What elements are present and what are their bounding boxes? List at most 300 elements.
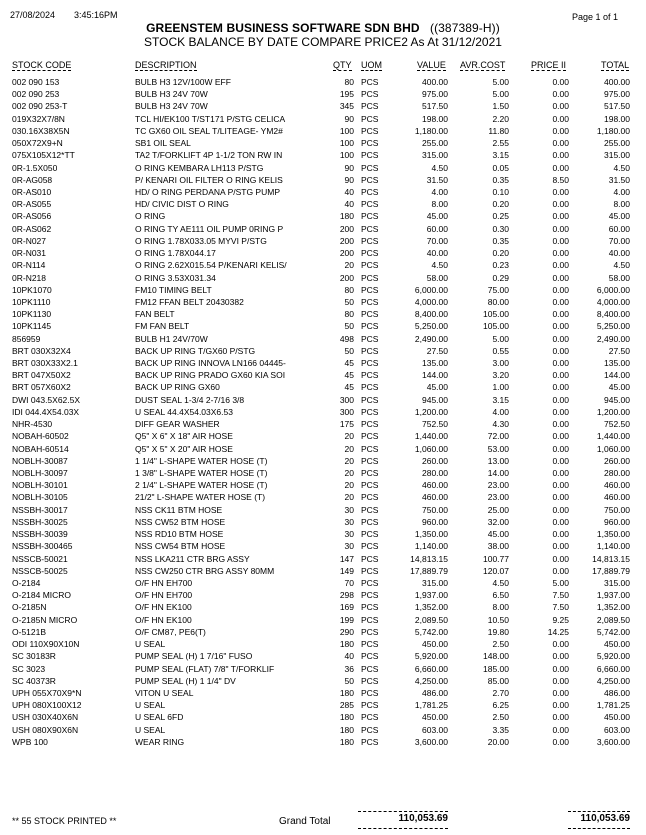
row-price-ii: 14.25 [547, 626, 569, 637]
row-qty: 20 [344, 431, 354, 442]
row-uom: PCS [361, 455, 379, 466]
row-qty: 300 [339, 394, 354, 405]
col-description: DESCRIPTION [135, 60, 197, 70]
row-price-ii: 0.00 [552, 406, 569, 417]
table-row [0, 308, 646, 320]
row-uom: PCS [361, 235, 379, 246]
row-description: NSS CW52 BTM HOSE [135, 516, 226, 527]
row-stock-code: NOBAH-60514 [12, 443, 69, 454]
row-uom: PCS [361, 553, 379, 564]
row-uom: PCS [361, 296, 379, 307]
row-avg-cost: 0.20 [492, 199, 509, 210]
row-price-ii: 0.00 [552, 345, 569, 356]
row-total: 8.00 [613, 199, 630, 210]
row-uom: PCS [361, 89, 379, 100]
row-stock-code: 075X105X12*TT [12, 150, 75, 161]
row-price-ii: 9.25 [552, 614, 569, 625]
row-value: 750.00 [422, 504, 448, 515]
row-total: 198.00 [604, 113, 630, 124]
row-description: NSS CW54 BTM HOSE [135, 541, 226, 552]
row-value: 315.00 [422, 577, 448, 588]
row-qty: 20 [344, 480, 354, 491]
row-description: TC GX60 OIL SEAL T/LITEAGE- YM2# [135, 125, 283, 136]
row-value: 255.00 [422, 138, 448, 149]
row-description: O/F CM87, PE6(T) [135, 626, 206, 637]
row-value: 315.00 [422, 150, 448, 161]
row-qty: 45 [344, 358, 354, 369]
row-price-ii: 0.00 [552, 675, 569, 686]
row-avg-cost: 0.55 [492, 345, 509, 356]
row-description: O RING 2.62X015.54 P/KENARI KELIS/ [135, 260, 287, 271]
row-description: O RING 1.78X033.05 MYVI P/STG [135, 235, 267, 246]
row-avg-cost: 32.00 [487, 516, 509, 527]
row-uom: PCS [361, 700, 379, 711]
row-stock-code: 030.16X38X5N [12, 125, 70, 136]
row-qty: 40 [344, 651, 354, 662]
row-price-ii: 0.00 [552, 431, 569, 442]
row-avg-cost: 0.29 [492, 272, 509, 283]
row-qty: 30 [344, 516, 354, 527]
table-row [0, 333, 646, 345]
row-qty: 45 [344, 382, 354, 393]
row-stock-code: 0R-N027 [12, 235, 47, 246]
row-total: 8,400.00 [596, 309, 630, 320]
row-uom: PCS [361, 284, 379, 295]
row-qty: 180 [339, 211, 354, 222]
row-total: 58.00 [608, 272, 630, 283]
table-row [0, 272, 646, 284]
row-price-ii: 0.00 [552, 370, 569, 381]
row-qty: 175 [339, 419, 354, 430]
row-total: 280.00 [604, 468, 630, 478]
page-indicator: Page 1 of 1 [571, 12, 618, 22]
row-qty: 30 [344, 541, 354, 552]
row-uom: PCS [361, 333, 379, 344]
row-qty: 50 [344, 345, 354, 356]
table-row [0, 528, 646, 540]
table-row [0, 553, 646, 565]
row-stock-code: UPH 080X100X12 [12, 700, 82, 711]
row-stock-code: NOBLH-30101 [12, 480, 68, 491]
row-qty: 180 [339, 724, 354, 735]
table-row [0, 345, 646, 357]
table-row [0, 406, 646, 418]
col-total: TOTAL [601, 60, 630, 70]
row-stock-code: 002 090 253-T [12, 101, 68, 112]
row-description: 2 1/4" L-SHAPE WATER HOSE (T) [135, 480, 268, 491]
row-description: BACK UP RING INNOVA LN166 04445- [135, 358, 286, 369]
row-value: 1,781.25 [414, 700, 448, 711]
row-qty: 30 [344, 529, 354, 540]
row-uom: PCS [361, 480, 379, 491]
row-description: U SEAL [135, 639, 166, 650]
row-qty: 90 [344, 162, 354, 173]
row-total: 45.00 [608, 211, 630, 222]
row-avg-cost: 120.07 [483, 565, 509, 576]
row-description: NSS RD10 BTM HOSE [135, 529, 224, 540]
row-uom: PCS [361, 663, 379, 674]
row-stock-code: ODI 110X90X10N [12, 639, 80, 650]
table-row [0, 430, 646, 442]
row-price-ii: 0.00 [552, 309, 569, 320]
row-qty: 90 [344, 113, 354, 124]
row-price-ii: 0.00 [552, 186, 569, 197]
table-row [0, 455, 646, 467]
row-value: 4,000.00 [414, 296, 448, 307]
row-total: 3,600.00 [596, 736, 630, 747]
row-value: 603.00 [422, 724, 448, 735]
row-price-ii: 0.00 [552, 480, 569, 491]
row-qty: 20 [344, 260, 354, 271]
row-qty: 285 [339, 700, 354, 711]
table-row [0, 650, 646, 662]
row-price-ii: 0.00 [552, 700, 569, 711]
row-uom: PCS [361, 419, 379, 430]
row-stock-code: NHR-4530 [12, 419, 53, 430]
row-price-ii: 5.00 [552, 577, 569, 588]
row-uom: PCS [361, 541, 379, 552]
row-uom: PCS [361, 516, 379, 527]
table-row [0, 663, 646, 675]
row-qty: 200 [339, 248, 354, 259]
row-uom: PCS [361, 687, 379, 698]
row-stock-code: NOBAH-60502 [12, 431, 69, 442]
table-row [0, 125, 646, 137]
row-stock-code: 856959 [12, 333, 41, 344]
row-value: 1,937.00 [414, 590, 448, 601]
table-row [0, 565, 646, 577]
row-avg-cost: 4.50 [492, 577, 509, 588]
row-value: 4,250.00 [414, 675, 448, 686]
company-name [0, 21, 646, 35]
row-qty: 80 [344, 77, 354, 87]
row-price-ii: 0.00 [552, 284, 569, 295]
row-total: 945.00 [604, 394, 630, 405]
row-avg-cost: 0.35 [492, 235, 509, 246]
row-avg-cost: 3.35 [492, 724, 509, 735]
table-row [0, 247, 646, 259]
row-price-ii: 0.00 [552, 260, 569, 271]
row-avg-cost: 4.00 [492, 406, 509, 417]
row-total: 5,250.00 [596, 321, 630, 332]
row-qty: 45 [344, 370, 354, 381]
row-stock-code: SC 30183R [12, 651, 56, 662]
row-uom: PCS [361, 125, 379, 136]
row-qty: 195 [339, 89, 354, 100]
table-row [0, 443, 646, 455]
row-value: 460.00 [422, 480, 448, 491]
row-price-ii: 0.00 [552, 138, 569, 149]
row-value: 1,140.00 [414, 541, 448, 552]
row-uom: PCS [361, 150, 379, 161]
row-description: P/ KENARI OIL FILTER O RING KELIS [135, 174, 283, 185]
row-price-ii: 0.00 [552, 223, 569, 234]
row-price-ii: 0.00 [552, 565, 569, 576]
row-value: 517.50 [422, 101, 448, 112]
row-avg-cost: 3.00 [492, 358, 509, 369]
row-avg-cost: 13.00 [487, 455, 509, 466]
row-qty: 80 [344, 284, 354, 295]
row-qty: 36 [344, 663, 354, 674]
row-qty: 345 [339, 101, 354, 112]
row-price-ii: 0.00 [552, 125, 569, 136]
grand-total-total: 110,053.69 [580, 813, 630, 824]
row-price-ii: 0.00 [552, 235, 569, 246]
table-row [0, 601, 646, 613]
row-avg-cost: 53.00 [487, 443, 509, 454]
row-value: 1,060.00 [414, 443, 448, 454]
report-title: STOCK BALANCE BY DATE COMPARE PRICE2 As At 31/12/2021 [144, 35, 502, 49]
table-row [0, 491, 646, 503]
row-price-ii: 0.00 [552, 529, 569, 540]
row-price-ii: 0.00 [552, 687, 569, 698]
row-price-ii: 0.00 [552, 455, 569, 466]
table-row [0, 638, 646, 650]
row-total: 40.00 [608, 248, 630, 259]
row-total: 255.00 [604, 138, 630, 149]
table-row [0, 113, 646, 125]
row-uom: PCS [361, 101, 379, 112]
row-uom: PCS [361, 223, 379, 234]
row-avg-cost: 75.00 [487, 284, 509, 295]
table-row [0, 711, 646, 723]
row-avg-cost: 19.80 [487, 626, 509, 637]
row-uom: PCS [361, 651, 379, 662]
grand-total-total-rule-bottom [568, 828, 630, 829]
table-row [0, 76, 646, 88]
row-price-ii: 7.50 [552, 602, 569, 613]
row-price-ii: 0.00 [552, 443, 569, 454]
row-stock-code: 10PK1130 [12, 309, 52, 320]
row-qty: 40 [344, 199, 354, 210]
row-value: 450.00 [422, 639, 448, 650]
row-qty: 180 [339, 639, 354, 650]
row-value: 1,200.00 [414, 406, 448, 417]
row-uom: PCS [361, 186, 379, 197]
row-description: 1 1/4" L-SHAPE WATER HOSE (T) [135, 455, 268, 466]
row-qty: 180 [339, 712, 354, 723]
row-total: 17,889.79 [592, 565, 630, 576]
row-stock-code: 0R-AS062 [12, 223, 52, 234]
row-qty: 20 [344, 443, 354, 454]
company-reg-no: ((387389-H)) [429, 21, 500, 35]
row-stock-code: BRT 057X60X2 [12, 382, 71, 393]
row-description: FM FAN BELT [135, 321, 190, 332]
row-total: 4,250.00 [596, 675, 630, 686]
row-avg-cost: 38.00 [487, 541, 509, 552]
row-total: 460.00 [604, 492, 630, 503]
row-stock-code: 0R-AG058 [12, 174, 53, 185]
row-uom: PCS [361, 468, 379, 478]
row-qty: 180 [339, 736, 354, 747]
company-name-text: GREENSTEM BUSINESS SOFTWARE SDN BHD [146, 21, 420, 35]
row-total: 27.50 [608, 345, 630, 356]
row-price-ii: 0.00 [552, 89, 569, 100]
row-stock-code: 019X32X7/8N [12, 113, 65, 124]
row-price-ii: 0.00 [552, 113, 569, 124]
row-avg-cost: 2.55 [492, 138, 509, 149]
row-total: 975.00 [604, 89, 630, 100]
row-total: 4.50 [613, 162, 630, 173]
row-uom: PCS [361, 443, 379, 454]
row-description: Q5" X 6" X 18" AIR HOSE [135, 431, 233, 442]
row-description: TA2 T/FORKLIFT 4P 1-1/2 TON RW IN [135, 150, 283, 161]
row-price-ii: 0.00 [552, 394, 569, 405]
row-qty: 100 [339, 125, 354, 136]
row-price-ii: 0.00 [552, 199, 569, 210]
row-avg-cost: 0.35 [492, 174, 509, 185]
row-stock-code: 002 090 253 [12, 89, 60, 100]
row-description: HD/ CIVIC DIST O RING [135, 199, 229, 210]
row-description: O RING 3.53X031.34 [135, 272, 216, 283]
row-avg-cost: 0.30 [492, 223, 509, 234]
row-avg-cost: 85.00 [487, 675, 509, 686]
row-qty: 30 [344, 504, 354, 515]
row-avg-cost: 0.25 [492, 211, 509, 222]
row-price-ii: 0.00 [552, 358, 569, 369]
row-total: 2,490.00 [596, 333, 630, 344]
row-total: 960.00 [604, 516, 630, 527]
row-uom: PCS [361, 309, 379, 320]
row-avg-cost: 3.20 [492, 370, 509, 381]
row-avg-cost: 0.20 [492, 248, 509, 259]
table-row [0, 467, 646, 479]
row-value: 5,920.00 [414, 651, 448, 662]
row-avg-cost: 5.00 [492, 333, 509, 344]
row-total: 135.00 [604, 358, 630, 369]
row-qty: 20 [344, 468, 354, 478]
row-value: 450.00 [422, 712, 448, 723]
row-price-ii: 8.50 [552, 174, 569, 185]
row-total: 5,920.00 [596, 651, 630, 662]
row-qty: 300 [339, 406, 354, 417]
row-avg-cost: 148.00 [483, 651, 509, 662]
row-qty: 50 [344, 675, 354, 686]
row-value: 17,889.79 [410, 565, 448, 576]
row-total: 752.50 [604, 419, 630, 430]
row-stock-code: SC 40373R [12, 675, 56, 686]
row-price-ii: 0.00 [552, 248, 569, 259]
grand-total-rule-bottom [358, 828, 448, 829]
row-price-ii: 0.00 [552, 468, 569, 478]
row-value: 486.00 [422, 687, 448, 698]
table-row [0, 223, 646, 235]
table-row [0, 504, 646, 516]
row-avg-cost: 25.00 [487, 504, 509, 515]
row-value: 975.00 [422, 89, 448, 100]
row-qty: 50 [344, 296, 354, 307]
row-stock-code: 10PK1145 [12, 321, 52, 332]
row-description: TCL HI/EK100 T/ST171 P/STG CELICA [135, 113, 286, 124]
row-price-ii: 0.00 [552, 663, 569, 674]
row-description: O RING TY AE111 OIL PUMP 0RING P [135, 223, 284, 234]
row-stock-code: 0R-N218 [12, 272, 47, 283]
row-total: 603.00 [604, 724, 630, 735]
row-description: Q5" X 5" X 20" AIR HOSE [135, 443, 233, 454]
column-header-row [0, 60, 646, 72]
row-total: 4.50 [613, 260, 630, 271]
row-stock-code: NSSBH-300465 [12, 541, 73, 552]
row-value: 40.00 [426, 248, 448, 259]
row-value: 198.00 [422, 113, 448, 124]
row-value: 45.00 [426, 211, 448, 222]
row-description: PUMP SEAL (FLAT) 7/8" T/FORKLIF [135, 663, 275, 674]
row-price-ii: 7.50 [552, 590, 569, 601]
row-avg-cost: 5.00 [492, 77, 509, 87]
row-value: 8,400.00 [414, 309, 448, 320]
col-qty: QTY [333, 60, 352, 70]
row-price-ii: 0.00 [552, 639, 569, 650]
table-row [0, 259, 646, 271]
row-value: 400.00 [422, 77, 448, 87]
row-stock-code: NOBLH-30087 [12, 455, 68, 466]
row-description: U SEAL [135, 700, 166, 711]
row-description: VITON U SEAL [135, 687, 194, 698]
row-description: BULB H3 24V 70W [135, 89, 208, 100]
print-time: 3:45:16PM [74, 10, 118, 20]
row-avg-cost: 45.00 [487, 529, 509, 540]
row-qty: 147 [339, 553, 354, 564]
row-stock-code: BRT 030X32X4 [12, 345, 71, 356]
row-total: 486.00 [604, 687, 630, 698]
row-qty: 200 [339, 235, 354, 246]
row-price-ii: 0.00 [552, 162, 569, 173]
row-stock-code: SC 3023 [12, 663, 46, 674]
row-uom: PCS [361, 675, 379, 686]
row-uom: PCS [361, 639, 379, 650]
row-stock-code: O-2184 MICRO [12, 590, 72, 601]
row-qty: 50 [344, 321, 354, 332]
row-value: 1,440.00 [414, 431, 448, 442]
row-total: 450.00 [604, 712, 630, 723]
table-row [0, 479, 646, 491]
row-avg-cost: 0.23 [492, 260, 509, 271]
row-stock-code: O-2185N MICRO [12, 614, 78, 625]
row-uom: PCS [361, 138, 379, 149]
row-description: PUMP SEAL (H) 1 7/16" FUSO [135, 651, 253, 662]
row-total: 1,060.00 [596, 443, 630, 454]
row-description: BACK UP RING GX60 [135, 382, 220, 393]
row-uom: PCS [361, 174, 379, 185]
row-stock-code: USH 030X40X6N [12, 712, 79, 723]
row-avg-cost: 2.50 [492, 712, 509, 723]
row-qty: 199 [339, 614, 354, 625]
grand-total-rule-top [358, 811, 448, 812]
row-total: 1,200.00 [596, 406, 630, 417]
row-value: 752.50 [422, 419, 448, 430]
row-uom: PCS [361, 272, 379, 283]
row-stock-code: 10PK1110 [12, 296, 51, 307]
row-total: 144.00 [604, 370, 630, 381]
row-value: 280.00 [422, 468, 448, 478]
row-stock-code: IDI 044.4X54.03X [12, 406, 80, 417]
col-stock-code: STOCK CODE [12, 60, 72, 70]
row-total: 5,742.00 [596, 626, 630, 637]
row-value: 1,180.00 [414, 125, 448, 136]
row-value: 27.50 [426, 345, 448, 356]
row-uom: PCS [361, 406, 379, 417]
row-total: 260.00 [604, 455, 630, 466]
row-value: 2,089.50 [414, 614, 448, 625]
row-description: BULB H3 12V/100W EFF [135, 77, 231, 87]
row-qty: 90 [344, 174, 354, 185]
row-uom: PCS [361, 248, 379, 259]
row-value: 5,250.00 [414, 321, 448, 332]
row-stock-code: BRT 047X50X2 [12, 370, 71, 381]
row-avg-cost: 185.00 [483, 663, 509, 674]
row-avg-cost: 0.10 [492, 186, 509, 197]
row-stock-code: UPH 055X70X9*N [12, 687, 82, 698]
